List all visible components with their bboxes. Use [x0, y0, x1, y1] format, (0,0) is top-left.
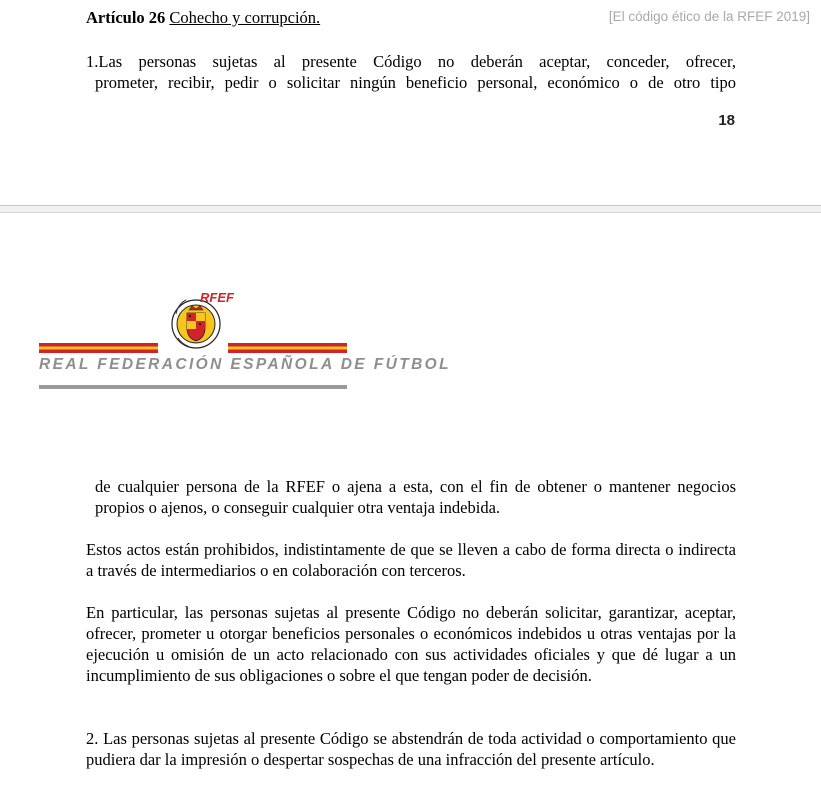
logo-badge-text: RFEF — [200, 290, 234, 305]
rfef-logo — [38, 286, 451, 392]
paragraph-3: Estos actos están prohibidos, indistintamente de que se lleven a cabo de forma directa o indirecta a través de intermediarios o en colaboración con terceros. — [86, 540, 736, 580]
article-title: Cohecho y corrupción. — [169, 8, 321, 27]
paragraph-1-line-1: 1.Las personas sujetas al presente Código no deberán aceptar, conceder, ofrecer, — [86, 52, 736, 71]
rfef-logo-graphic — [38, 286, 451, 392]
paragraph-1 — [86, 51, 736, 93]
paragraph-2: de cualquier persona de la RFEF o ajena a esta, con el fin de obtener o mantener negocios propios o ajenos, o conseguir cualquier otra ventaja indebida. — [95, 477, 736, 517]
paragraph-4: En particular, las personas sujetas al presente Código no deberán solicitar, garantizar, aceptar, ofrecer, prometer u otorgar beneficios personales o económicos indebidos u otras ventajas por la ejecución u omisión de un acto relacionado con sus actividades oficiales y que dé lugar a un incumplimiento de sus obligaciones o sobre el que tengan poder de decisión. — [86, 603, 736, 685]
paragraph-5: 2. Las personas sujetas al presente Código se abstendrán de toda actividad o comportamiento que pudiera dar la impresión o despertar sospechas de una infracción del presente artículo. — [86, 729, 736, 769]
article-heading — [86, 8, 320, 28]
page-number: 18 — [718, 112, 735, 129]
paragraph-1-line-2: prometer, recibir, pedir o solicitar ningún beneficio personal, económico o de otro tipo — [95, 73, 736, 92]
page-break-divider — [0, 205, 821, 213]
document-header-tag: [El código ético de la RFEF 2019] — [608, 9, 810, 24]
logo-wordmark: REAL FEDERACIÓN ESPAÑOLA DE FÚTBOL — [39, 356, 451, 373]
article-number: Artículo 26 — [86, 8, 166, 27]
